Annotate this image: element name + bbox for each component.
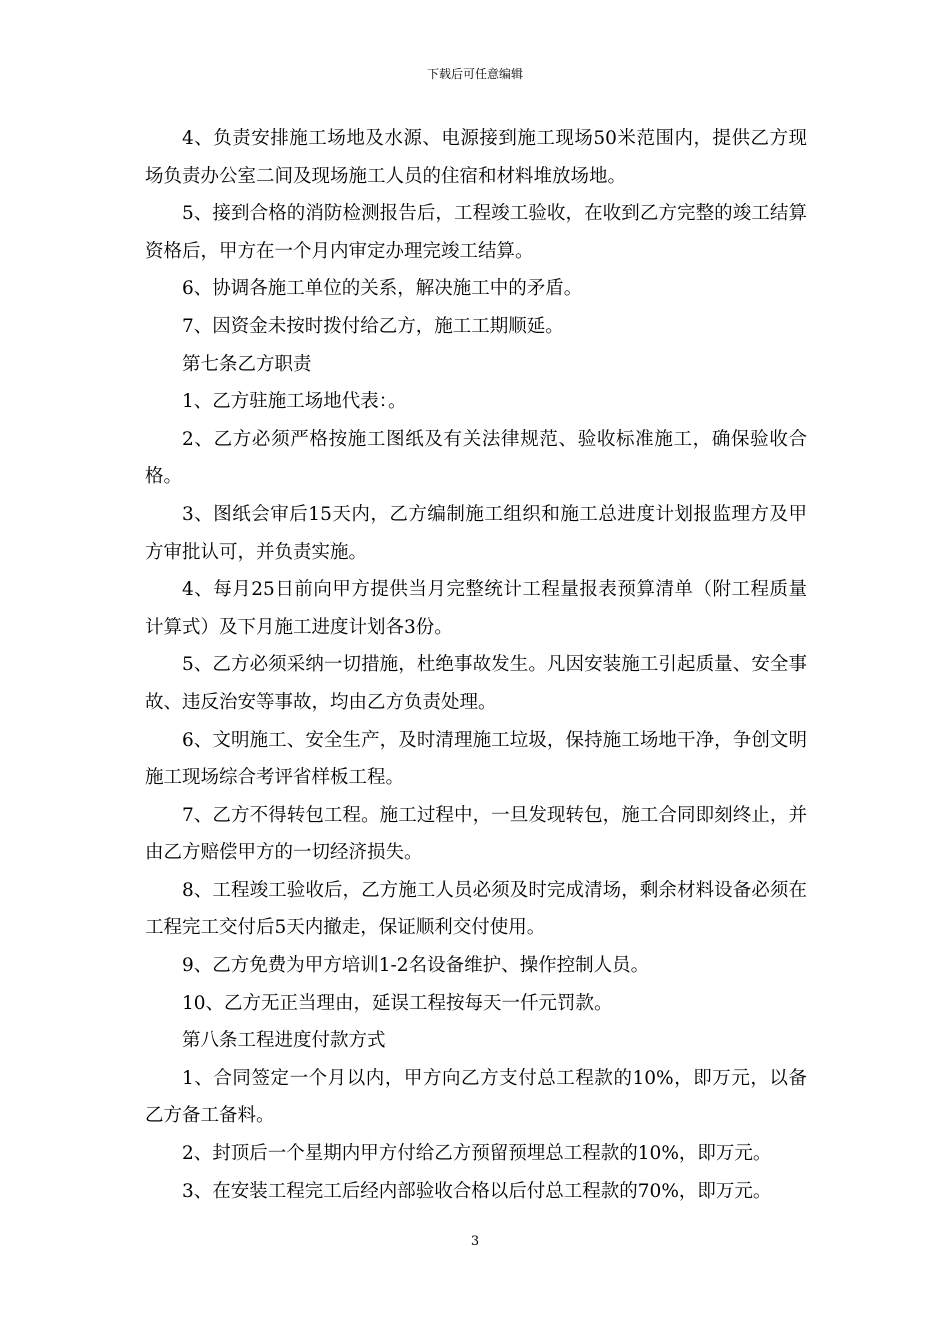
paragraph: 2、乙方必须严格按施工图纸及有关法律规范、验收标准施工，确保验收合格。: [145, 428, 807, 488]
paragraph: 10、乙方无正当理由，延误工程按每天一仟元罚款。: [182, 992, 613, 1014]
paragraph: 5、乙方必须采纳一切措施，杜绝事故发生。凡因安装施工引起质量、安全事故、违反治安等事故，均由乙方负责处理。: [145, 654, 807, 713]
document-body: [145, 120, 807, 1210]
section-heading: 第七条乙方职责: [182, 353, 312, 375]
page-header: 下载后可任意编辑: [426, 67, 523, 81]
paragraph: 9、乙方免费为甲方培训1-2名设备维护、操作控制人员。: [182, 955, 650, 977]
paragraph: 8、工程竣工验收后，乙方施工人员必须及时完成清场，剩余材料设备必须在工程完工交付后5天内撤走，保证顺利交付使用。: [145, 879, 807, 939]
paragraph: 3、图纸会审后15天内，乙方编制施工组织和施工总进度计划报监理方及甲方审批认可，并负责实施。: [145, 503, 807, 563]
paragraph: 6、协调各施工单位的关系，解决施工中的矛盾。: [182, 278, 583, 300]
paragraph: 4、负责安排施工场地及水源、电源接到施工现场50米范围内，提供乙方现场负责办公室二间及现场施工人员的住宿和材料堆放场地。: [145, 128, 807, 187]
section-heading: 第八条工程进度付款方式: [182, 1030, 386, 1052]
paragraph: 1、合同签定一个月以内，甲方向乙方支付总工程款的10%，即万元，以备乙方备工备料。: [145, 1067, 807, 1127]
paragraph: 6、文明施工、安全生产，及时清理施工垃圾，保持施工场地干净，争创文明施工现场综合考评省样板工程。: [145, 729, 807, 789]
paragraph: 7、因资金未按时拨付给乙方，施工工期顺延。: [182, 315, 564, 337]
paragraph: 3、在安装工程完工后经内部验收合格以后付总工程款的70%，即万元。: [182, 1180, 772, 1202]
paragraph: 7、乙方不得转包工程。施工过程中，一旦发现转包，施工合同即刻终止，并由乙方赔偿甲方的一切经济损失。: [145, 804, 807, 864]
page-number: 3: [470, 1234, 480, 1249]
paragraph: 2、封顶后一个星期内甲方付给乙方预留预埋总工程款的10%，即万元。: [182, 1143, 772, 1165]
paragraph: 4、每月25日前向甲方提供当月完整统计工程量报表预算清单（附工程质量计算式）及下月施工进度计划各3份。: [145, 579, 807, 638]
paragraph: 1、乙方驻施工场地代表：。: [182, 391, 407, 413]
paragraph: 5、接到合格的消防检测报告后，工程竣工验收，在收到乙方完整的竣工结算资格后，甲方在一个月内审定办理完竣工结算。: [145, 203, 807, 262]
